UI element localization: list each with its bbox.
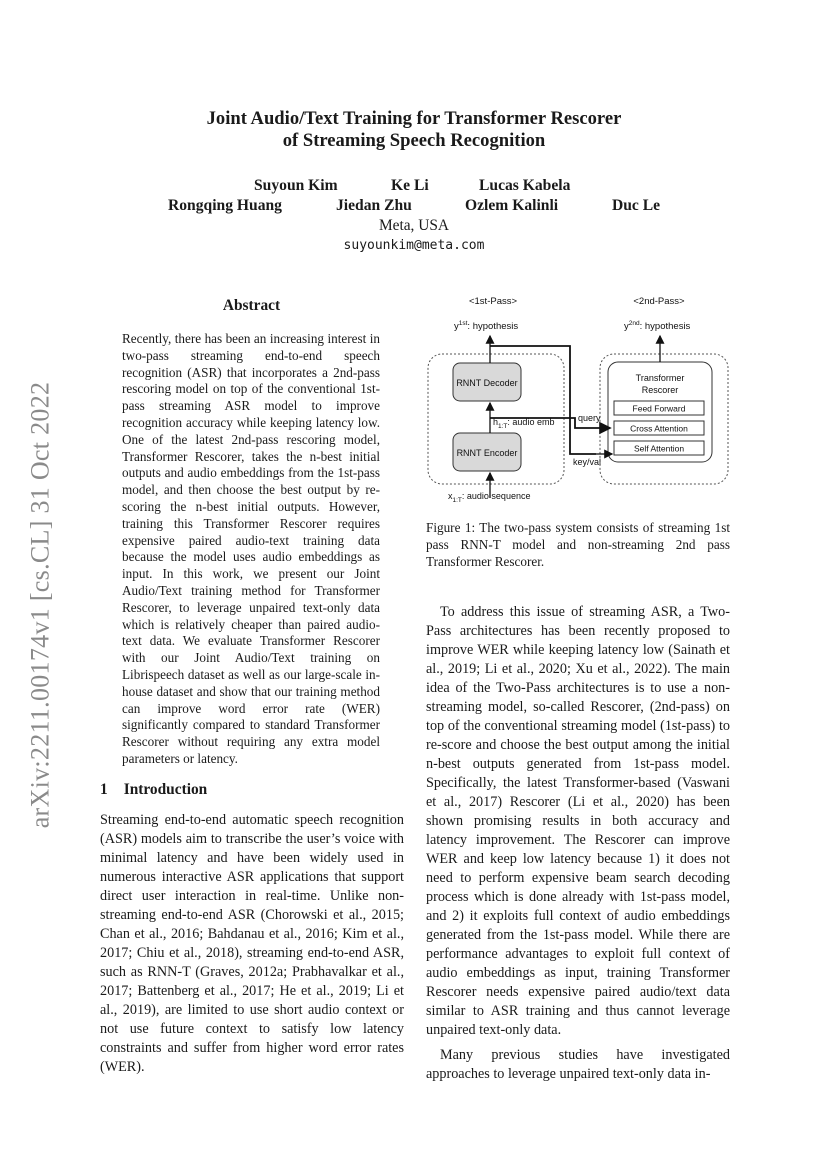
paragraph-previous-studies: Many previous studies have investigated approaches to leverage unpaired text-only data in- xyxy=(426,1047,730,1082)
author-name: Jiedan Zhu xyxy=(336,197,412,214)
feed-forward-label: Feed Forward xyxy=(632,403,686,414)
title-line-2: of Streaming Speech Recognition xyxy=(282,130,546,151)
paragraph-two-pass: To address this issue of streaming ASR, a Two-Pass architectures has been recently proposed to improve WER while keeping latency low (Sainath et al., 2019; Li et al., 2020; Xu et al., 2022). The main idea of the Two-Pass architectures is to use a non-streaming model, so-called Rescorer, (2nd-pass) on top of the conventional streaming model (1st-pass) to re-score and choose the best output among the initial n-best outputs generated from 1st-pass model. Specifically, the latest Transformer-based (Vaswani et al., 2017) Rescorer (Li et al., 2020) has been shown promising results in both accuracy and latency improvement. The Rescorer can improve WER and keep low latency because 1) it does not need to perform expensive beam search decoding process which is done already with 1st-pass model, and 2) it exploits full context of audio embeddings generated from the 1st-pass model. While there are performance advantages to exploit full context of audio embeddings as input, training Transformer Rescorer needs expensive paired audio/text data similar to ASR training and thus cannot leverage unpaired text-only data. xyxy=(426,604,730,1038)
author-name: Ozlem Kalinli xyxy=(465,197,559,214)
author-row-1 xyxy=(100,176,728,196)
author-name: Suyoun Kim xyxy=(254,177,338,194)
audio-emb-label: $h_{1:T}$: audio emb xyxy=(493,417,555,430)
section-title: Introduction xyxy=(123,781,208,798)
arxiv-identifier: arXiv:2211.00174v1 [cs.CL] 31 Oct 2022 xyxy=(25,381,55,829)
section-number: 1 xyxy=(100,781,108,798)
rnnt-encoder-label: RNNT Encoder xyxy=(456,448,518,458)
affiliation: Meta, USA xyxy=(378,217,450,234)
section-heading xyxy=(100,781,207,799)
author-block xyxy=(100,176,728,216)
author-name: Ke Li xyxy=(391,177,429,194)
second-pass-label: <2nd-Pass> xyxy=(633,296,685,307)
author-name: Rongqing Huang xyxy=(168,197,282,214)
keyval-label: key/val xyxy=(573,457,602,467)
y2-hypothesis-label: $y^{2nd}$: hypothesis xyxy=(624,320,691,332)
abstract-heading: Abstract xyxy=(222,297,281,314)
audio-sequence-label: $x_{1:T}$: audio sequence xyxy=(448,491,531,504)
self-attention-label: Self Attention xyxy=(633,443,685,454)
author-row-2 xyxy=(100,196,728,216)
author-name: Duc Le xyxy=(612,197,661,214)
author-email: suyounkim@meta.com xyxy=(343,238,485,253)
paper-title xyxy=(100,108,728,152)
figure-1-diagram xyxy=(420,292,732,508)
query-label: query xyxy=(578,413,601,423)
first-pass-label: <1st-Pass> xyxy=(468,296,518,307)
y1-hypothesis-label: $y^{1st}$: hypothesis xyxy=(454,320,519,332)
figure-caption: Figure 1: The two-pass system consists of streaming 1st pass RNN-T model and non-streaming 2nd pass Transformer Rescorer. xyxy=(426,520,730,569)
right-column-text xyxy=(426,603,730,1084)
author-name: Lucas Kabela xyxy=(479,177,571,194)
intro-paragraph: Streaming end-to-end automatic speech recognition (ASR) models aim to transcribe the user’s voice with minimal latency and have been widely used in numerous interactive ASR applications that support direct user interaction in real-time. Unlike non-streaming end-to-end ASR (Chorowski et al., 2015; Chan et al., 2016; Bahdanau et al., 2016; Kim et al., 2017; Chiu et al., 2018), streaming end-to-end ASR, such as RNN-T (Graves, 2012a; Prabhavalkar et al., 2017; Battenberg et al., 2017; He et al., 2019; Li et al., 2019), are limited to use short audio context or not use future context to satisfy low latency constraints and suffer from higher word error rates (WER). xyxy=(100,812,404,1075)
transformer-label: Transformer xyxy=(635,373,685,383)
cross-attention-label: Cross Attention xyxy=(630,423,688,434)
rescorer-label: Rescorer xyxy=(641,385,679,395)
rnnt-decoder-label: RNNT Decoder xyxy=(456,378,518,388)
title-line-1: Joint Audio/Text Training for Transformer Rescorer xyxy=(206,108,622,129)
arxiv-side-stamp xyxy=(26,365,54,845)
abstract-text: Recently, there has been an increasing interest in two-pass streaming end-to-end speech recognition (ASR) that incorporates a 2nd-pass rescoring model on top of the conventional 1st-pass streaming ASR model to improve recognition accuracy while keeping latency low. One of the latest 2nd-pass rescoring model, Transformer Rescorer, takes the n-best initial outputs and audio embeddings from the 1st-pass model, and then choose the best output by re-scoring the n-best initial outputs. However, training this Transformer Rescorer requires expensive paired audio-text training data because the model uses audio embeddings as input. In this work, we present our Joint Audio/Text training method for Transformer Rescorer, to leverage unpaired text-only data which is relatively cheaper than paired audio-text data. We evaluate Transformer Rescorer with our Joint Audio/Text training on Librispeech dataset as well as our large-scale in-house dataset and show that our training method can improve word error rate (WER) significantly compared to standard Transformer Rescorer without requiring any extra model parameters or latency. xyxy=(122,331,380,766)
